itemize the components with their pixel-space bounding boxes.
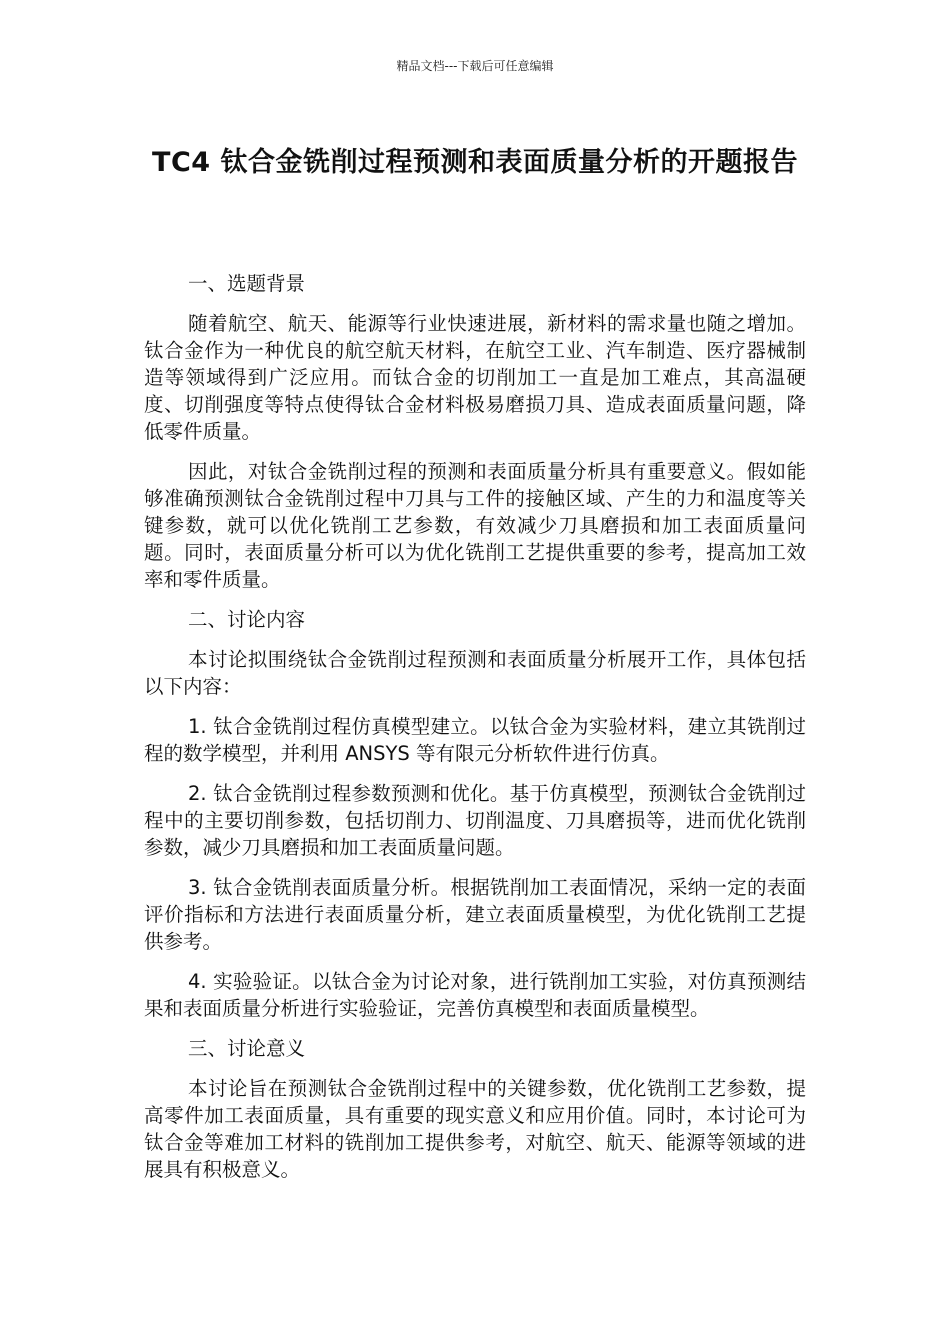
section-heading-significance: 三、讨论意义 (188, 1037, 306, 1060)
section-heading-background: 一、选题背景 (188, 272, 306, 295)
paragraph: 因此，对钛合金铣削过程的预测和表面质量分析具有重要意义。假如能够准确预测钛合金铣削过程中刀具与工件的接触区域、产生的力和温度等关键参数，就可以优化铣削工艺参数，有效减少刀具磨损和加工表面质量问题。同时，表面质量分析可以为优化铣削工艺提供重要的参考，提高加工效率和零件质量。 (144, 460, 806, 591)
list-item-paragraph: 1. 钛合金铣削过程仿真模型建立。以钛合金为实验材料，建立其铣削过程的数学模型，并利用 ANSYS 等有限元分析软件进行仿真。 (144, 715, 806, 765)
paragraph: 本讨论拟围绕钛合金铣削过程预测和表面质量分析展开工作，具体包括以下内容： (144, 648, 806, 698)
list-item-paragraph: 4. 实验验证。以钛合金为讨论对象，进行铣削加工实验，对仿真预测结果和表面质量分析进行实验验证，完善仿真模型和表面质量模型。 (144, 970, 806, 1020)
header-note: 精品文档---下载后可任意编辑 (396, 59, 554, 73)
list-item-paragraph: 2. 钛合金铣削过程参数预测和优化。基于仿真模型，预测钛合金铣削过程中的主要切削参数，包括切削力、切削温度、刀具磨损等，进而优化铣削参数，减少刀具磨损和加工表面质量问题。 (144, 782, 806, 859)
document-body (144, 270, 806, 1196)
paragraph: 随着航空、航天、能源等行业快速进展，新材料的需求量也随之增加。钛合金作为一种优良的航空航天材料，在航空工业、汽车制造、医疗器械制造等领域得到广泛应用。而钛合金的切削加工一直是加工难点，其高温硬度、切削强度等特点使得钛合金材料极易磨损刀具、造成表面质量问题，降低零件质量。 (144, 312, 806, 443)
document-title: TC4 钛合金铣削过程预测和表面质量分析的开题报告 (152, 147, 798, 178)
list-item-paragraph: 3. 钛合金铣削表面质量分析。根据铣削加工表面情况，采纳一定的表面评价指标和方法进行表面质量分析，建立表面质量模型，为优化铣削工艺提供参考。 (144, 876, 806, 953)
paragraph: 本讨论旨在预测钛合金铣削过程中的关键参数，优化铣削工艺参数，提高零件加工表面质量，具有重要的现实意义和应用价值。同时，本讨论可为钛合金等难加工材料的铣削加工提供参考，对航空、航天、能源等领域的进展具有积极意义。 (144, 1077, 806, 1181)
section-heading-content: 二、讨论内容 (188, 608, 306, 631)
